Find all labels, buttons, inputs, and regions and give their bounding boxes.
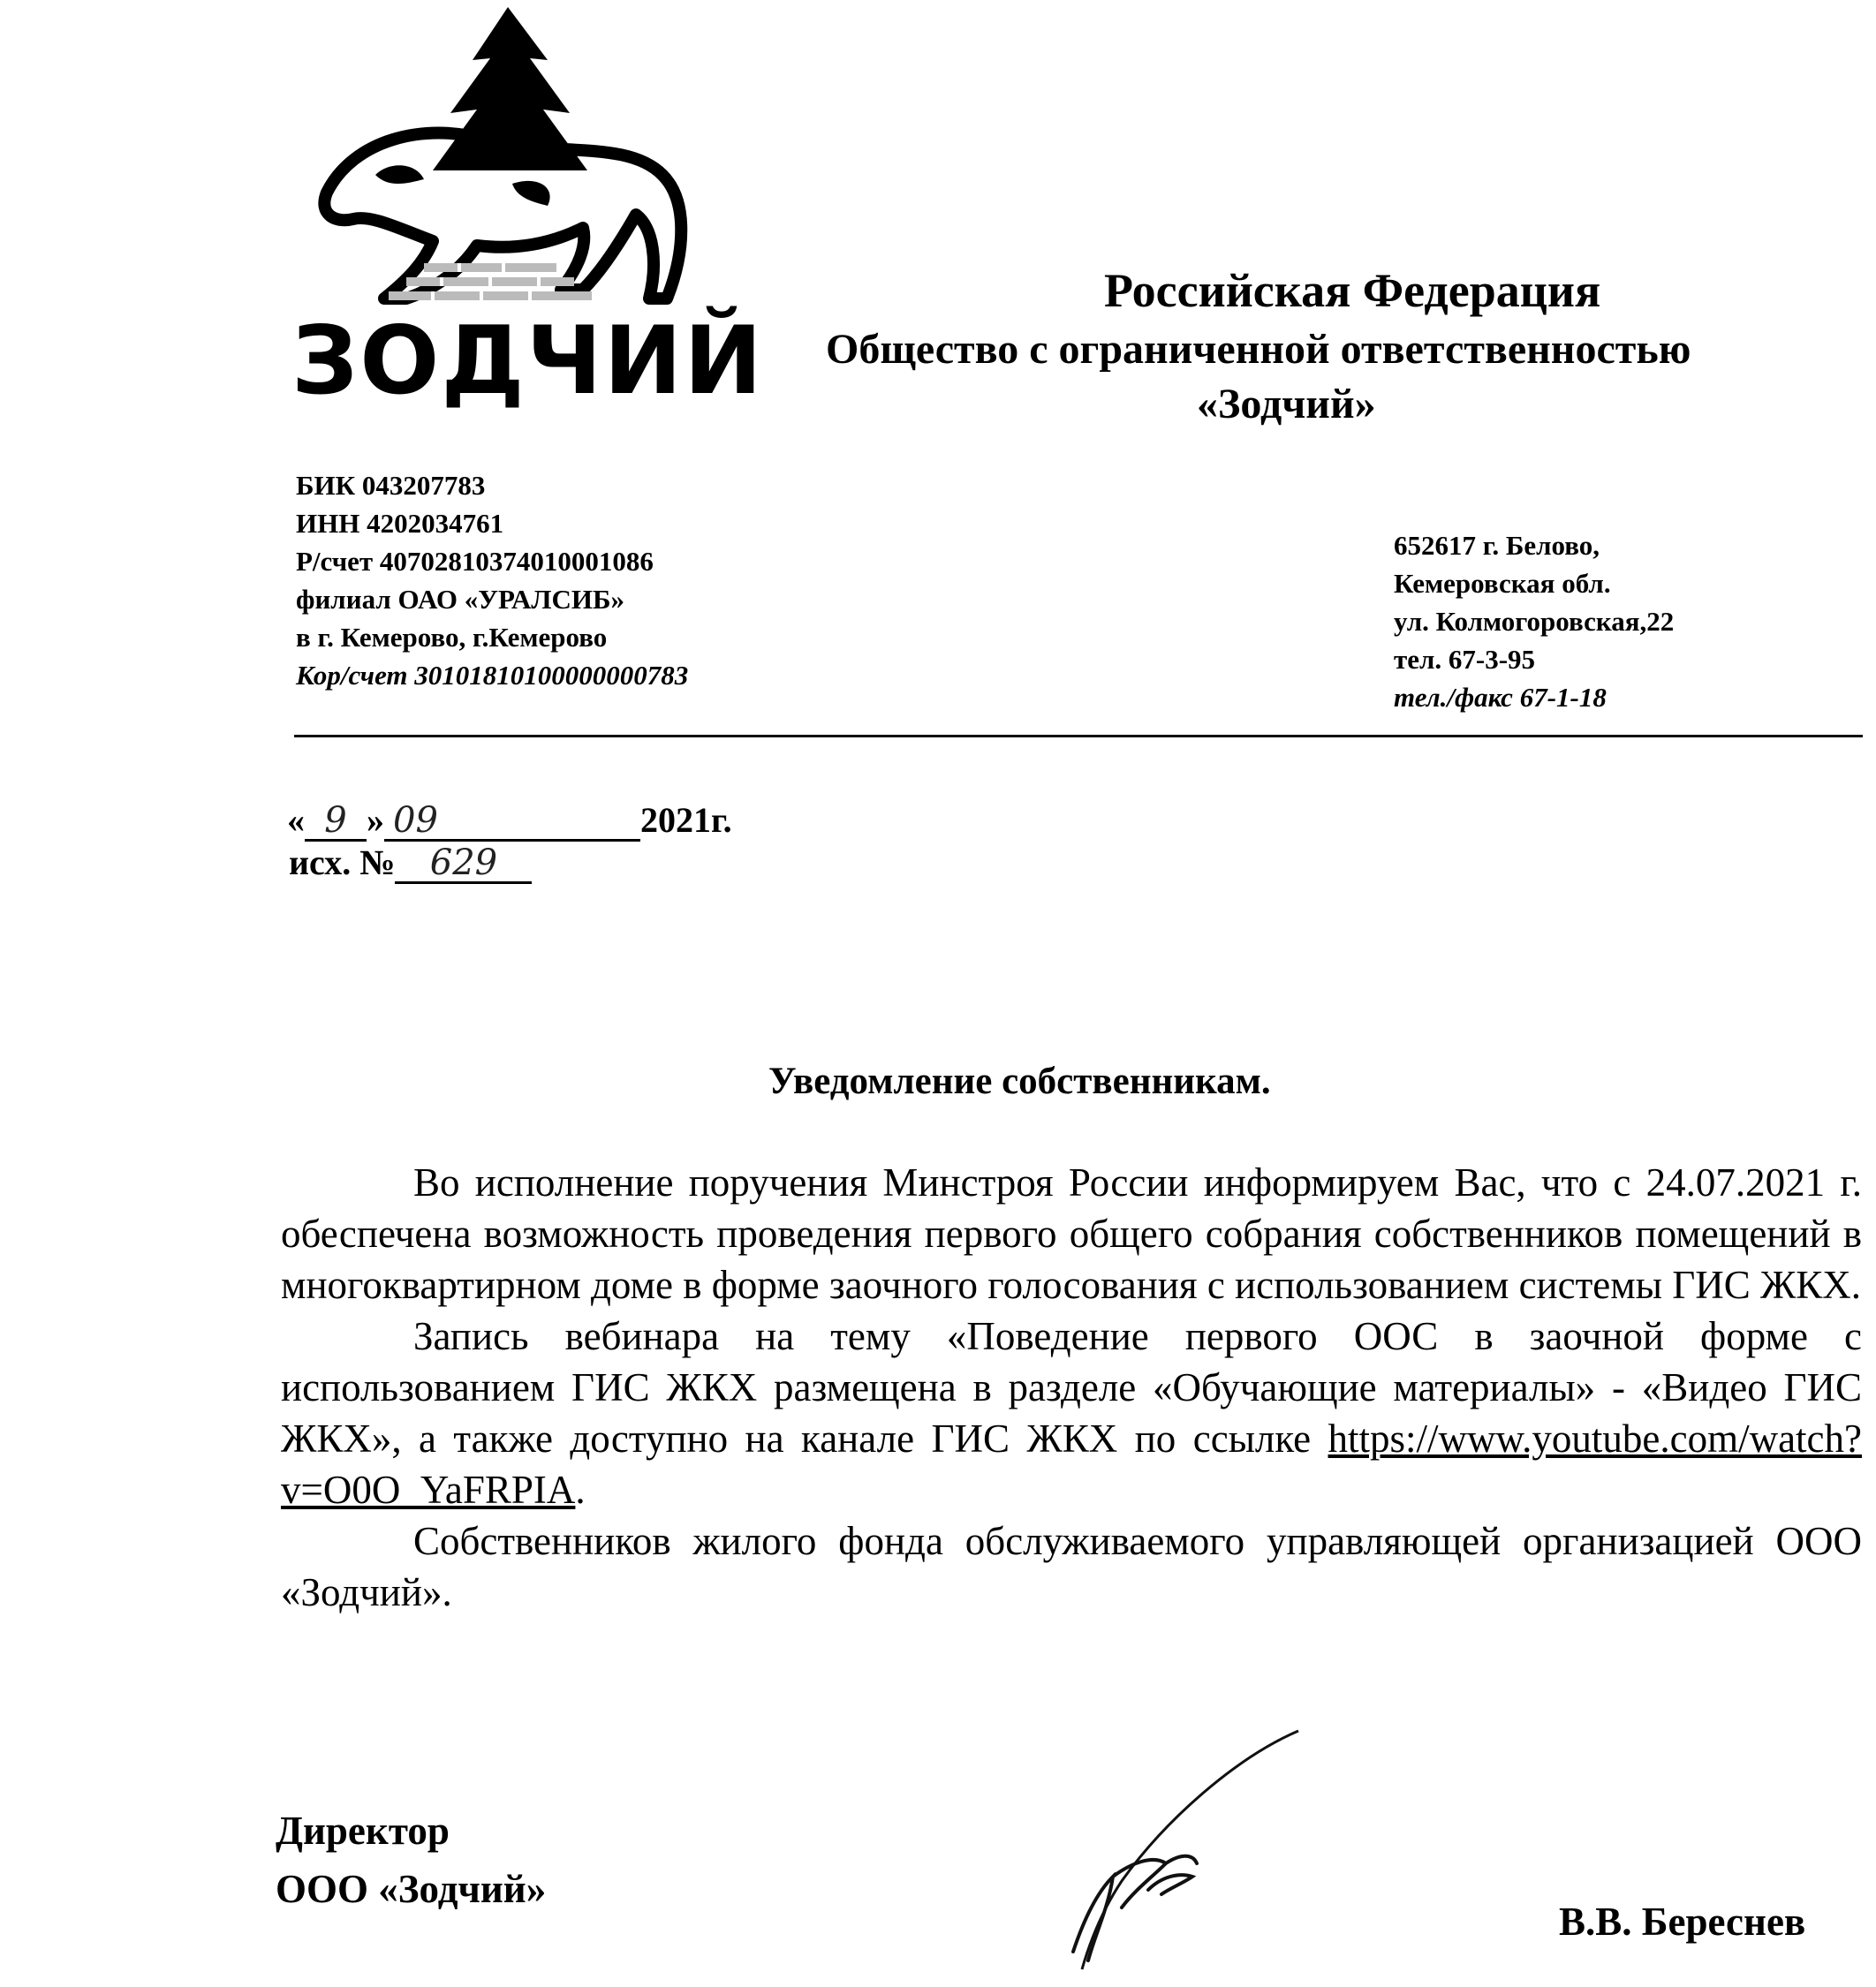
address-line-2: Кемеровская обл. [1394, 568, 1611, 599]
address-details [1394, 526, 1674, 716]
signatory-name: В.В. Береснев [1559, 1900, 1806, 1944]
country-heading: Российская Федерация [1104, 264, 1601, 317]
date-year: 2021г. [640, 800, 732, 840]
signatory-position: Директор [276, 1809, 450, 1853]
fax-line: тел./факс 67-1-18 [1394, 682, 1607, 713]
corr-account-line: Кор/счет 30101810100000000783 [296, 660, 689, 691]
paragraph-3: Собственников жилого фонда обслуживаемого управляющей организацией ООО «Зодчий». [281, 1519, 1862, 1614]
company-logo [291, 7, 764, 422]
bank-details [296, 466, 688, 694]
handwritten-signature [989, 1722, 1325, 1978]
ref-number: 629 [395, 844, 532, 884]
inn-line: ИНН 4202034761 [296, 508, 504, 539]
header-divider [294, 735, 1863, 737]
date-month: 09 [384, 802, 640, 842]
notice-body [281, 1157, 1862, 1618]
org-type-heading: Общество с ограниченной ответственностью [826, 326, 1691, 373]
notice-title: Уведомление собственникам. [768, 1061, 1271, 1102]
date-day: 9 [305, 802, 367, 842]
phone-line: тел. 67-3-95 [1394, 644, 1536, 675]
address-line-3: ул. Колмогоровская,22 [1394, 606, 1675, 637]
signatory-block [276, 1802, 546, 1918]
paragraph-2: Запись вебинара на тему «Поведение первого ООС в заочной форме с использованием ГИС ЖКХ размещена в разделе «Обучающие материалы» - «Видео ГИС ЖКХ», а также доступно на канале ГИС ЖКХ по ссылке https://www.youtube.com/watch?v=O0O_YaFRPIA. [281, 1314, 1862, 1512]
ref-label: исх. № [289, 842, 396, 882]
youtube-link[interactable]: https://www.youtube.com/watch?v=O0O_YaFRPIA [281, 1417, 1862, 1512]
paragraph-1: Во исполнение поручения Минстроя России информируем Вас, что с 24.07.2021 г. обеспечена возможность проведения первого общего собрания собственников помещений в многоквартирном доме в форме заочного голосования с использованием системы ГИС ЖКХ. [281, 1160, 1862, 1307]
org-name-heading: «Зодчий» [1197, 381, 1376, 427]
signatory-company: ООО «Зодчий» [276, 1867, 547, 1911]
city-line: в г. Кемерово, г.Кемерово [296, 622, 608, 653]
logo-wordmark: ЗОДЧИЙ [291, 306, 764, 415]
address-line-1: 652617 г. Белово, [1394, 530, 1600, 561]
date-field: « 9 » 09 2021г. [287, 800, 732, 841]
bik-line: БИК 043207783 [296, 470, 486, 501]
account-line: Р/счет 40702810374010001086 [296, 546, 654, 577]
tree-bear-icon [291, 7, 707, 316]
branch-line: филиал ОАО «УРАЛСИБ» [296, 584, 624, 615]
ref-field [289, 842, 532, 884]
